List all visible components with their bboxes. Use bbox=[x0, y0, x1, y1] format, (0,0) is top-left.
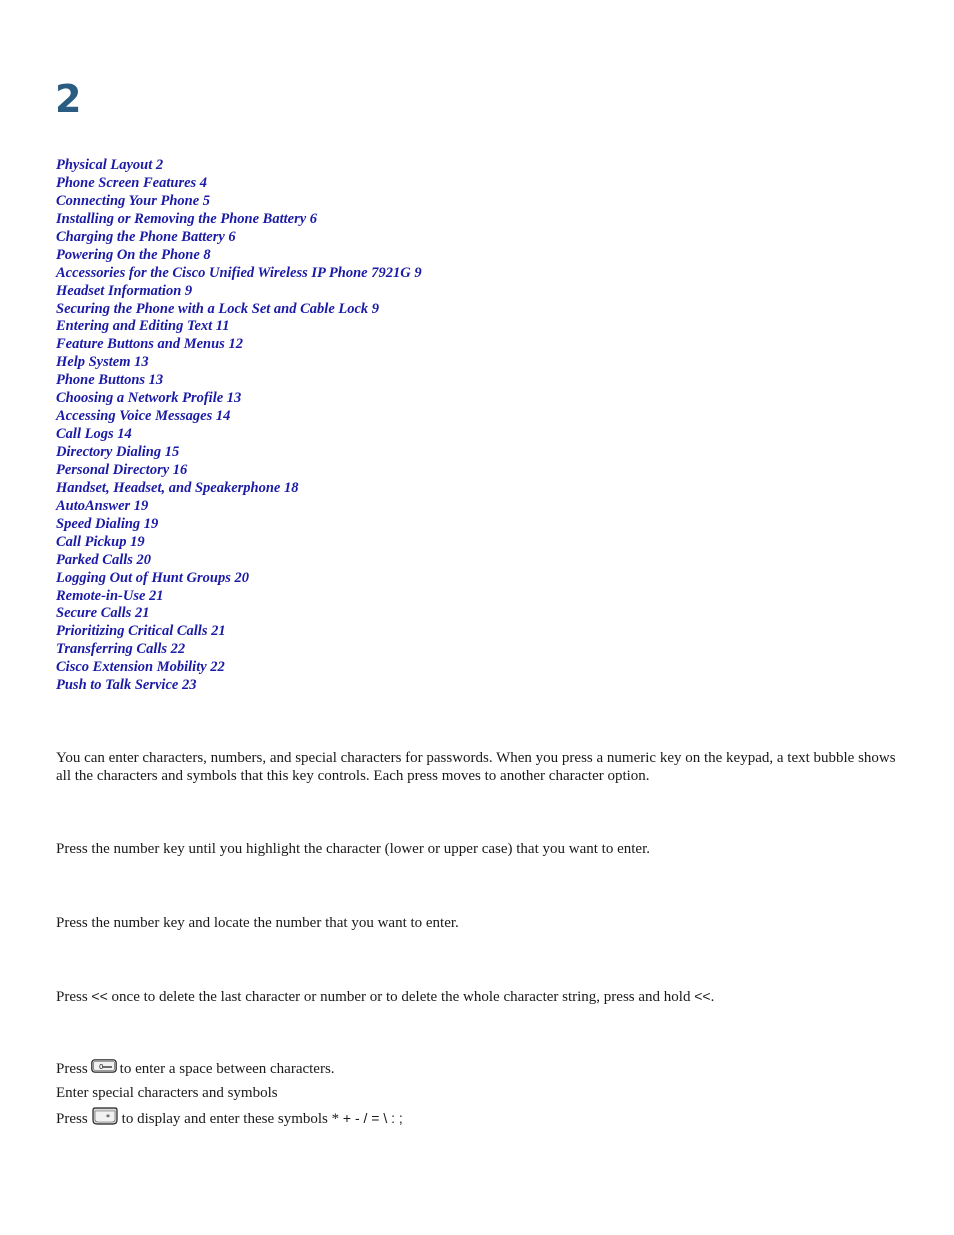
symbols-text-middle: to display and enter these symbols * bbox=[121, 1110, 343, 1127]
toc-link[interactable]: Prioritizing Critical Calls 21 bbox=[56, 623, 226, 640]
space-text-end: to enter a space between characters. bbox=[119, 1061, 335, 1077]
special-characters-heading: Enter special characters and symbols bbox=[56, 1085, 278, 1101]
table-of-contents bbox=[56, 157, 422, 695]
star-key-icon bbox=[91, 1107, 119, 1130]
toc-link[interactable]: Secure Calls 21 bbox=[56, 605, 150, 622]
toc-link[interactable]: Accessing Voice Messages 14 bbox=[56, 408, 231, 425]
toc-link[interactable]: Transferring Calls 22 bbox=[56, 641, 186, 658]
backspace-symbol: << bbox=[91, 988, 108, 1004]
space-text-start: Press bbox=[56, 1061, 88, 1077]
toc-link[interactable]: Feature Buttons and Menus 12 bbox=[56, 336, 243, 353]
toc-link[interactable]: Accessories for the Cisco Unified Wireless IP Phone 7921G 9 bbox=[56, 264, 422, 281]
toc-link[interactable]: Remote-in-Use 21 bbox=[56, 587, 164, 604]
toc-link[interactable]: Physical Layout 2 bbox=[56, 157, 164, 173]
toc-link[interactable]: Securing the Phone with a Lock Set and Cable Lock 9 bbox=[56, 300, 380, 317]
symbols-list: + - / = \ : ; bbox=[342, 1109, 403, 1126]
chapter-number: 2 bbox=[55, 77, 82, 121]
toc-link[interactable]: Powering On the Phone 8 bbox=[56, 246, 211, 263]
svg-text:*: * bbox=[105, 1113, 110, 1122]
toc-link[interactable]: Speed Dialing 19 bbox=[56, 515, 159, 532]
enter-letter-instruction: Press the number key until you highlight the character (lower or upper case) that you want to enter. bbox=[56, 841, 650, 857]
delete-text-middle: once to delete the last character or number or to delete the whole character string, press and hold bbox=[107, 989, 695, 1005]
toc-link[interactable]: Logging Out of Hunt Groups 20 bbox=[56, 569, 249, 586]
space-instruction bbox=[56, 1060, 901, 1079]
toc-link[interactable]: Connecting Your Phone 5 bbox=[56, 192, 211, 209]
toc-link[interactable]: AutoAnswer 19 bbox=[56, 497, 149, 514]
toc-link[interactable]: Headset Information 9 bbox=[56, 282, 193, 299]
toc-link[interactable]: Directory Dialing 15 bbox=[56, 444, 180, 460]
delete-text-end: . bbox=[710, 989, 715, 1005]
zero-space-key-icon bbox=[91, 1059, 117, 1078]
toc-link[interactable]: Installing or Removing the Phone Battery 6 bbox=[56, 210, 318, 227]
svg-text:0: 0 bbox=[98, 1063, 104, 1072]
toc-link[interactable]: Call Pickup 19 bbox=[56, 533, 145, 550]
toc-link[interactable]: Phone Buttons 13 bbox=[56, 372, 164, 389]
toc-link[interactable]: Phone Screen Features 4 bbox=[56, 174, 208, 191]
toc-link[interactable]: Parked Calls 20 bbox=[56, 551, 152, 568]
symbols-instruction bbox=[56, 1108, 901, 1131]
toc-link[interactable]: Call Logs 14 bbox=[56, 426, 132, 443]
intro-paragraph: You can enter characters, numbers, and special characters for passwords. When you press a numeric key on the keypad, a text bubble shows all the characters and symbols that this key controls. Each press moves to another character option. bbox=[56, 750, 896, 784]
toc-link[interactable]: Handset, Headset, and Speakerphone 18 bbox=[56, 479, 299, 496]
symbols-text-start: Press bbox=[56, 1110, 88, 1127]
toc-link[interactable]: Personal Directory 16 bbox=[56, 461, 188, 478]
delete-instruction bbox=[56, 987, 901, 1006]
toc-link[interactable]: Help System 13 bbox=[56, 354, 149, 371]
toc-link[interactable]: Charging the Phone Battery 6 bbox=[56, 228, 236, 245]
toc-link[interactable]: Cisco Extension Mobility 22 bbox=[56, 659, 225, 676]
toc-link[interactable]: Push to Talk Service 23 bbox=[56, 677, 197, 694]
backspace-symbol-hold: << bbox=[694, 988, 711, 1004]
toc-link[interactable]: Choosing a Network Profile 13 bbox=[56, 390, 242, 407]
toc-link[interactable]: Entering and Editing Text 11 bbox=[56, 318, 230, 335]
enter-number-instruction: Press the number key and locate the number that you want to enter. bbox=[56, 915, 459, 931]
delete-text-start: Press bbox=[56, 989, 92, 1005]
